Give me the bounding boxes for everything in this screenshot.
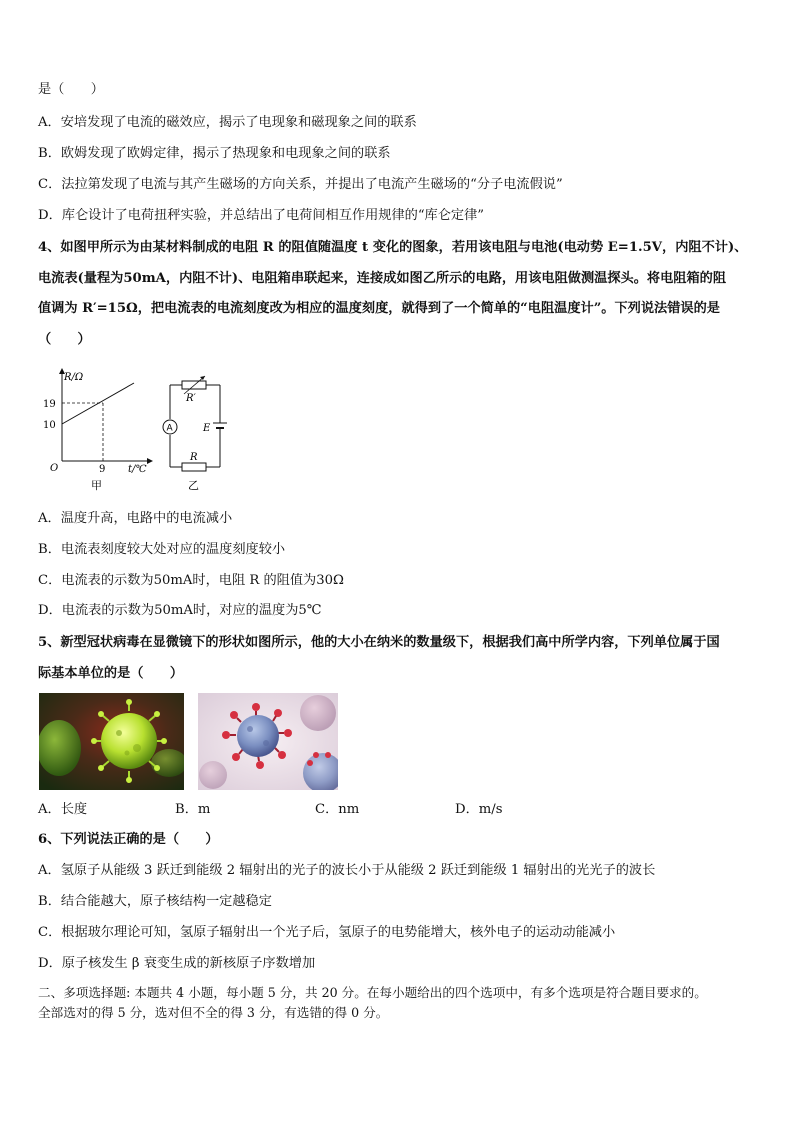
q5-stem-line-1: 5、新型冠状病毒在显微镜下的形状如图所示，他的大小在纳米的数量级下，根据我们高中所学内容，下列单位属于国 <box>38 635 720 650</box>
q4-option-a: A．温度升高，电路中的电流减小 <box>38 511 233 526</box>
graph-origin-label: O <box>50 463 59 474</box>
q3-option-a: A．安培发现了电流的磁效应，揭示了电现象和磁现象之间的联系 <box>38 115 417 130</box>
q6-option-c: C．根据玻尔理论可知，氢原子辐射出一个光子后，氢原子的电势能增大，核外电子的运动动能减小 <box>38 925 616 940</box>
q3-stem-tail: 是（ ） <box>38 82 104 97</box>
q4-stem-line-4: （ ） <box>38 332 91 347</box>
q6-option-b: B．结合能越大，原子核结构一定越稳定 <box>38 894 272 909</box>
q6-option-d: D．原子核发生 β 衰变生成的新核原子序数增加 <box>38 956 316 971</box>
graph-caption: 甲 <box>91 479 102 492</box>
q4-circuit-figure <box>158 365 238 493</box>
circuit-battery-label: E <box>203 423 211 434</box>
q5-option-d: D．m/s <box>455 802 503 817</box>
virus-photo-red <box>198 693 338 790</box>
circuit-ammeter-label: A <box>166 423 173 434</box>
q4-option-c: C．电流表的示数为50mA时，电阻 R 的阻值为30Ω <box>38 573 344 588</box>
circuit-caption: 乙 <box>188 479 199 492</box>
q4-stem-line-3: 值调为 R′=15Ω，把电流表的电流刻度改为相应的温度刻度，就得到了一个简单的“电阻温度计”。下列说法错误的是 <box>38 301 720 316</box>
q5-option-c: C．nm <box>315 802 360 817</box>
graph-y-axis-label: R/Ω <box>64 372 84 383</box>
q6-option-a: A．氢原子从能级 3 跃迁到能级 2 辐射出的光子的波长小于从能级 2 跃迁到能级 1 辐射出的光光子的波长 <box>38 863 656 878</box>
q3-option-b: B．欧姆发现了欧姆定律，揭示了热现象和电现象之间的联系 <box>38 146 391 161</box>
q5-stem-line-2: 际基本单位的是（ ） <box>38 666 184 681</box>
section2-line-1: 二、多项选择题: 本题共 4 小题，每小题 5 分，共 20 分。在每小题给出的四个选项中，有多个选项是符合题目要求的。 <box>38 985 707 1000</box>
graph-x-axis-label: t/℃ <box>128 464 147 475</box>
q4-graph-figure <box>40 365 160 493</box>
q3-option-d: D．库仑设计了电荷扭秤实验，并总结出了电荷间相互作用规律的“库仑定律” <box>38 208 485 223</box>
q4-option-d: D．电流表的示数为50mA时，对应的温度为5℃ <box>38 603 322 618</box>
virus-photo-green <box>39 693 184 790</box>
q3-option-c: C．法拉第发现了电流与其产生磁场的方向关系，并提出了电流产生磁场的“分子电流假说” <box>38 177 563 192</box>
q4-stem-line-2: 电流表(量程为50mA，内阻不计)、电阻箱串联起来，连接成如图乙所示的电路，用该电阻做测温探头。将电阻箱的阻 <box>38 271 727 286</box>
circuit-rheostat-label: R′ <box>186 393 196 404</box>
q6-stem: 6、下列说法正确的是（ ） <box>38 832 219 847</box>
circuit-resistor-label: R <box>190 452 198 463</box>
graph-y-tick-10: 10 <box>43 420 56 431</box>
q5-option-a: A．长度 <box>38 802 88 817</box>
q4-option-b: B．电流表刻度较大处对应的温度刻度较小 <box>38 542 286 557</box>
graph-y-tick-19: 19 <box>43 399 56 410</box>
q4-stem-line-1: 4、如图甲所示为由某材料制成的电阻 R 的阻值随温度 t 变化的图象，若用该电阻与电池(电动势 E=1.5V，内阻不计)、 <box>38 240 748 255</box>
q5-option-b: B．m <box>175 802 211 817</box>
graph-x-tick-9: 9 <box>99 464 106 475</box>
section2-line-2: 全部选对的得 5 分，选对但不全的得 3 分，有选错的得 0 分。 <box>38 1005 389 1020</box>
